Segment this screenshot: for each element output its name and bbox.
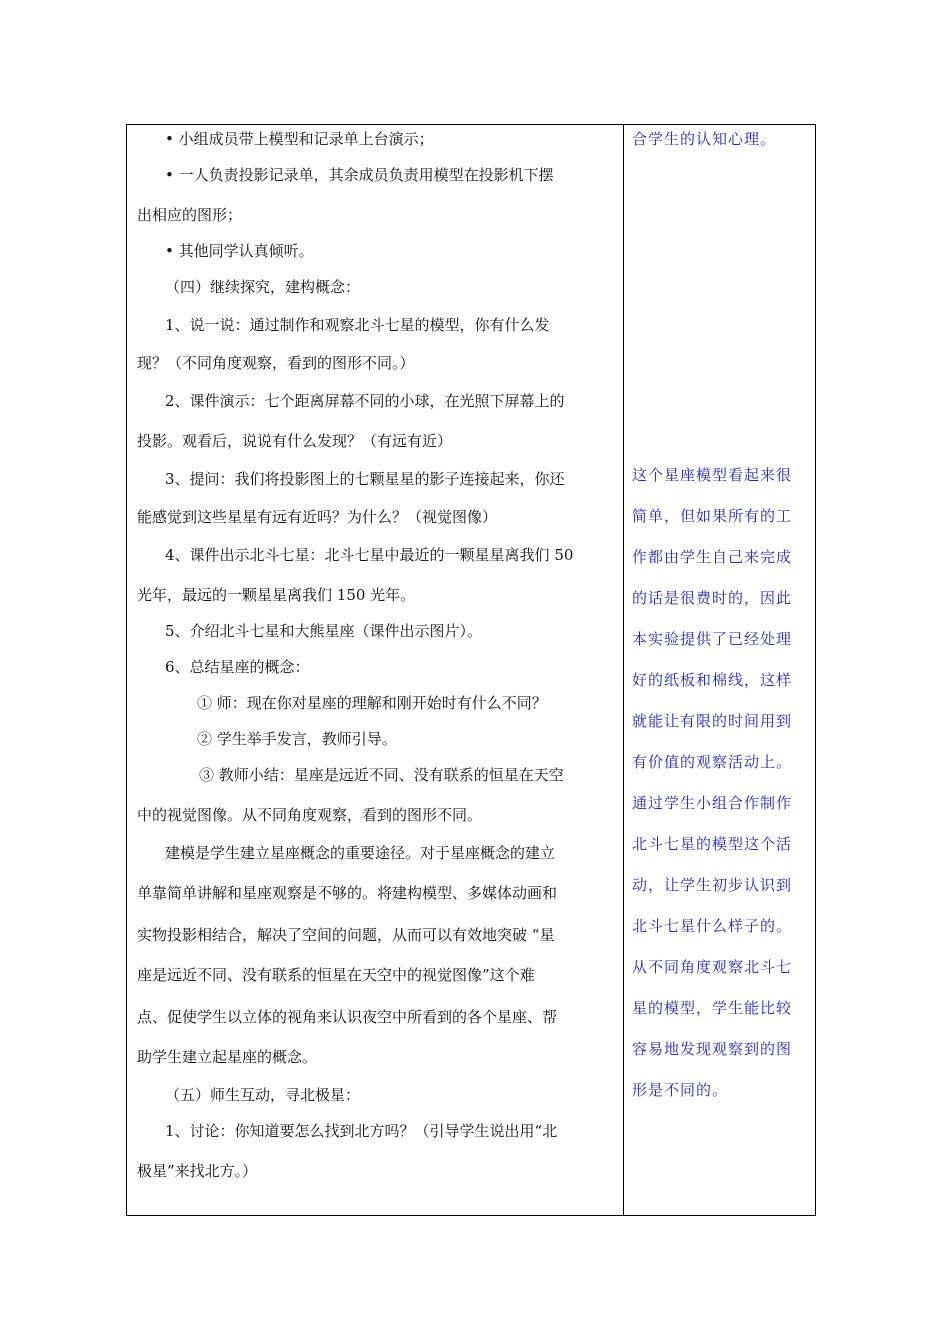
note-line: 动，让学生初步认识到	[632, 876, 793, 894]
section-heading: （五）师生互动，寻北极星：	[165, 1086, 361, 1104]
note-line: 的话是很费时的，因此	[632, 589, 793, 607]
text-line: 点、促使学生以立体的视角来认识夜空中所看到的各个星座、帮	[137, 1008, 558, 1026]
text-line: 单靠简单讲解和星座观察是不够的。将建构模型、多媒体动画和	[137, 884, 558, 902]
text-line: 中的视觉图像。从不同角度观察，看到的图形不同。	[137, 806, 483, 824]
note-line: 形是不同的。	[632, 1081, 729, 1099]
text-line: 实物投影相结合，解决了空间的问题，从而可以有效地突破 “星	[137, 926, 555, 944]
note-line: 本实验提供了已经处理	[632, 630, 793, 648]
note-line: 通过学生小组合作制作	[632, 794, 793, 812]
text-line: 座是远近不同、没有联系的恒星在天空中的视觉图像”这个难	[137, 966, 535, 984]
text-line: 4、课件出示北斗七星：北斗七星中最近的一颗星星离我们 50	[165, 546, 574, 564]
note-line: 容易地发现观察到的图	[632, 1040, 793, 1058]
text-line: 出相应的图形；	[137, 206, 243, 224]
text-line: 现？（不同角度观察，看到的图形不同。）	[137, 354, 415, 372]
text-line: 能感觉到这些星星有远有近吗？为什么？（视觉图像）	[137, 508, 498, 526]
text-line: • 其他同学认真倾听。	[165, 242, 314, 260]
note-line: 就能让有限的时间用到	[632, 712, 793, 730]
text-line: 助学生建立起星座的概念。	[137, 1048, 318, 1066]
text-line: • 小组成员带上模型和记录单上台演示；	[165, 130, 434, 148]
text-line: 6、总结星座的概念：	[165, 658, 310, 676]
teaching-process-column	[127, 125, 624, 1215]
note-line: 简单，但如果所有的工	[632, 507, 793, 525]
note-line: 这个星座模型看起来很	[632, 466, 793, 484]
note-line: 北斗七星什么样子的。	[632, 917, 793, 935]
text-line: 1、讨论：你知道要怎么找到北方吗？（引导学生说出用“北	[165, 1122, 558, 1140]
note-line: 好的纸板和棉线，这样	[632, 671, 793, 689]
text-line: 5、介绍北斗七星和大熊星座（课件出示图片）。	[165, 622, 483, 640]
text-line: 投影。观看后，说说有什么发现？（有远有近）	[137, 432, 453, 450]
text-line: 2、课件演示：七个距离屏幕不同的小球，在光照下屏幕上的	[165, 392, 565, 410]
text-line: ① 师：现在你对星座的理解和刚开始时有什么不同？	[197, 694, 547, 712]
text-line: 3、提问：我们将投影图上的七颗星星的影子连接起来，你还	[165, 470, 565, 488]
design-intent-column	[624, 125, 815, 1215]
note-line: 作都由学生自己来完成	[632, 548, 793, 566]
section-heading: （四）继续探究，建构概念：	[165, 278, 361, 296]
note-line: 星的模型，学生能比较	[632, 999, 793, 1017]
note-line: 从不同角度观察北斗七	[632, 958, 793, 976]
note-line: 北斗七星的模型这个活	[632, 835, 793, 853]
lesson-table	[126, 124, 816, 1216]
text-line: ③ 教师小结：星座是远近不同、没有联系的恒星在天空	[199, 766, 564, 784]
text-line: 1、说一说：通过制作和观察北斗七星的模型，你有什么发	[165, 316, 550, 334]
text-line: 光年，最远的一颗星星离我们 150 光年。	[137, 586, 416, 604]
note-line: 有价值的观察活动上。	[632, 753, 793, 771]
note-line: 合学生的认知心理。	[632, 130, 777, 148]
text-line: 极星”来找北方。）	[137, 1162, 258, 1180]
text-line: 建模是学生建立星座概念的重要途径。对于星座概念的建立	[165, 844, 556, 862]
text-line: ② 学生举手发言，教师引导。	[197, 730, 397, 748]
text-line: • 一人负责投影记录单，其余成员负责用模型在投影机下摆	[165, 166, 554, 184]
